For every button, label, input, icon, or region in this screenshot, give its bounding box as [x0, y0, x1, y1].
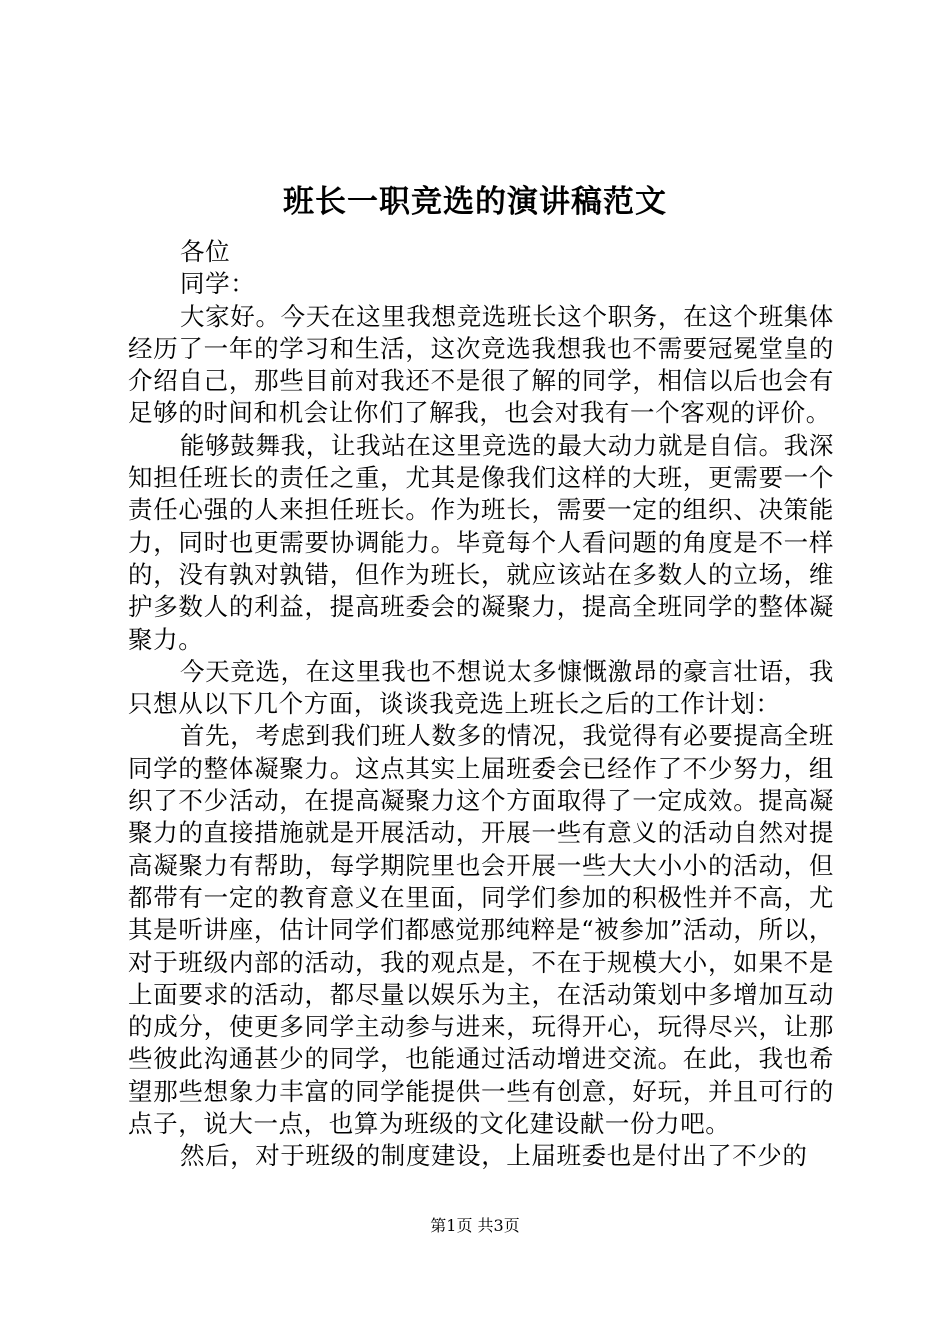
paragraph: 能够鼓舞我，让我站在这里竞选的最大动力就是自信。我深知担任班长的责任之重，尤其是像我们这样的大班，更需要一个责任心强的人来担任班长。作为班长，需要一定的组织、决策能力，同时也更需要协调能力。毕竟每个人看问题的角度是不一样的，没有孰对孰错，但作为班长，就应该站在多数人的立场，维护多数人的利益，提高班委会的凝聚力，提高全班同学的整体凝聚力。 — [128, 430, 834, 654]
document-title: 班长一职竞选的演讲稿范文 — [283, 184, 667, 220]
paragraph: 然后，对于班级的制度建设，上届班委也是付出了不少的 — [180, 1141, 808, 1171]
salutation-line-1: 各位 — [180, 237, 231, 266]
paragraph: 今天竞选，在这里我也不想说太多慷慨激昂的豪言壮语，我只想从以下几个方面，谈谈我竞选上班长之后的工作计划： — [128, 656, 834, 719]
document-body — [128, 236, 834, 1173]
paragraph: 首先，考虑到我们班人数多的情况，我觉得有必要提高全班同学的整体凝聚力。这点其实上届班委会已经作了不少努力，组织了不少活动，在提高凝聚力这个方面取得了一定成效。提高凝聚力的直接措施就是开展活动，开展一些有意义的活动自然对提高凝聚力有帮助，每学期院里也会开展一些大大小小的活动，但都带有一定的教育意义在里面，同学们参加的积极性并不高，尤其是听讲座，估计同学们都感觉那纯粹是“被参加”活动，所以，对于班级内部的活动，我的观点是，不在于规模大小，如果不是上面要求的活动，都尽量以娱乐为主，在活动策划中多增加互动的成分，使更多同学主动参与进来，玩得开心，玩得尽兴，让那些彼此沟通甚少的同学，也能通过活动增进交流。在此，我也希望那些想象力丰富的同学能提供一些有创意，好玩，并且可行的点子，说大一点，也算为班级的文化建设献一份力吧。 — [128, 721, 834, 1139]
salutation-line-2: 同学： — [180, 269, 256, 299]
page-number-footer: 第1页 共3页 — [430, 1216, 520, 1235]
paragraph: 大家好。今天在这里我想竞选班长这个职务，在这个班集体经历了一年的学习和生活，这次竞选我想我也不需要冠冕堂皇的介绍自己，那些目前对我还不是很了解的同学，相信以后也会有足够的时间和机会让你们了解我，也会对我有一个客观的评价。 — [128, 301, 834, 428]
